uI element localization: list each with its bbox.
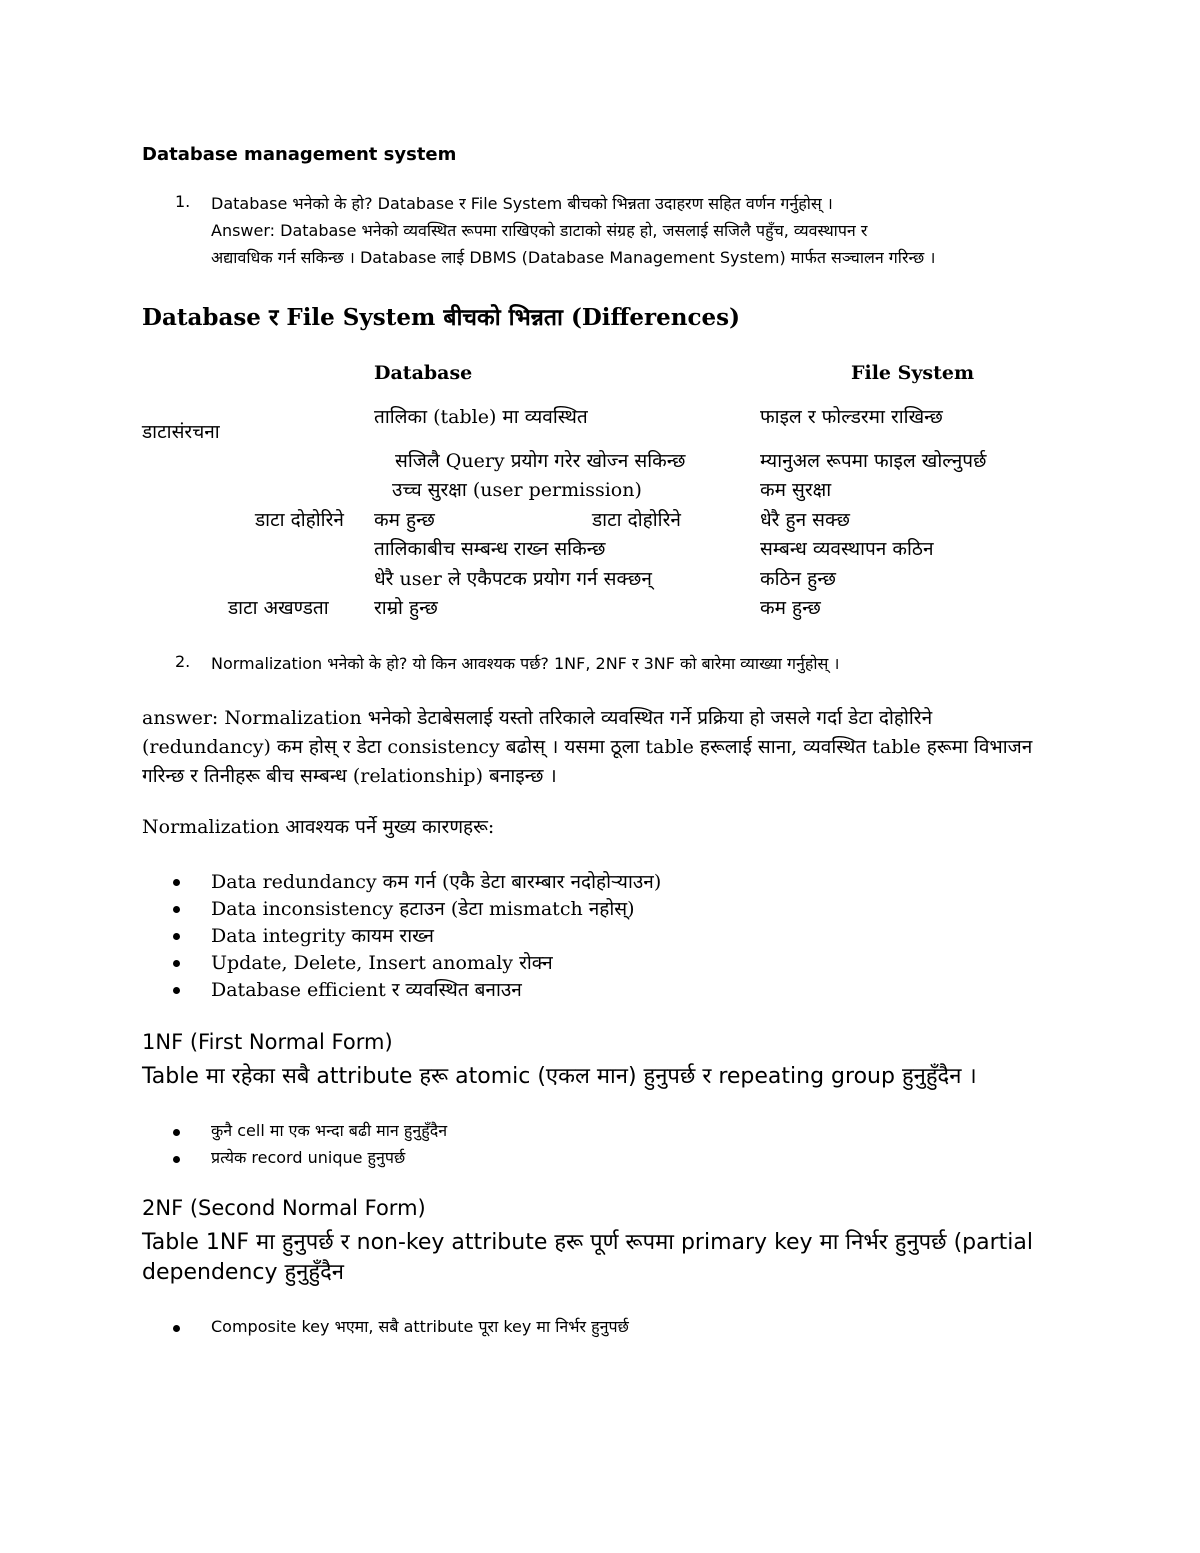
filesystem-cell: सम्बन्ध व्यवस्थापन कठिन — [760, 538, 934, 560]
filesystem-cell: कठिन हुन्छ — [760, 568, 836, 590]
filesystem-cell: म्यानुअल रूपमा फाइल खोल्नुपर्छ — [760, 450, 987, 472]
question-2-number: 2. — [175, 652, 191, 671]
database-cell: कम हुन्छ — [374, 509, 435, 531]
reason-item: Data integrity कायम राख्न — [211, 925, 434, 947]
nf2-bullet: Composite key भएमा, सबै attribute पूरा key मा निर्भर हुनुपर्छ — [211, 1317, 629, 1336]
bullet-dot — [173, 933, 180, 940]
nf2-description-line-1: Table 1NF मा हुनुपर्छ र non-key attribute हरू पूर्ण रूपमा primary key मा निर्भर हुनुपर्छ (partial — [142, 1230, 1033, 1255]
reason-item: Data redundancy कम गर्न (एकै डेटा बारम्बार नदोहोऱ्याउन) — [211, 871, 662, 893]
nf2-title: 2NF (Second Normal Form) — [142, 1196, 426, 1220]
row-label: डाटा अखण्डता — [228, 597, 329, 619]
bullet-dot — [173, 1156, 180, 1163]
question-1-number: 1. — [175, 192, 191, 211]
nf2-description-line-2: dependency हुनुहुँदैन — [142, 1260, 344, 1285]
bullet-dot — [173, 1325, 180, 1332]
column-header-database: Database — [374, 362, 473, 384]
answer-1-line-1: Answer: Database भनेको व्यवस्थित रूपमा राखिएको डाटाको संग्रह हो, जसलाई सजिलै पहुँच, व्यवस्थापन र — [211, 221, 868, 240]
question-1-text: Database भनेको के हो? Database र File System बीचको भिन्नता उदाहरण सहित वर्णन गर्नुहोस् । — [211, 194, 833, 213]
row-label: डाटा दोहोरिने — [255, 509, 344, 531]
differences-heading: Database र File System बीचको भिन्नता (Differences) — [142, 304, 740, 331]
nf1-bullet: कुनै cell मा एक भन्दा बढी मान हुनुहुँदैन — [211, 1121, 448, 1140]
filesystem-cell: धेरै हुन सक्छ — [760, 509, 850, 531]
row-label-duplicate: डाटा दोहोरिने — [592, 509, 681, 531]
filesystem-cell: कम सुरक्षा — [760, 479, 832, 501]
reasons-heading: Normalization आवश्यक पर्ने मुख्य कारणहरू: — [142, 816, 495, 838]
nf1-title: 1NF (First Normal Form) — [142, 1030, 393, 1054]
filesystem-cell: कम हुन्छ — [760, 597, 821, 619]
database-cell: तालिकाबीच सम्बन्ध राख्न सकिन्छ — [374, 538, 606, 560]
reason-item: Update, Delete, Insert anomaly रोक्न — [211, 952, 553, 974]
row-label: डाटासंरचना — [142, 421, 220, 443]
database-cell: सजिलै Query प्रयोग गरेर खोज्न सकिन्छ — [395, 450, 686, 472]
database-cell: धेरै user ले एकैपटक प्रयोग गर्न सक्छन् — [374, 568, 652, 590]
reason-item: Database efficient र व्यवस्थित बनाउन — [211, 979, 522, 1001]
answer-2-paragraph: answer: Normalization भनेको डेटाबेसलाई यस्तो तरिकाले व्यवस्थित गर्ने प्रक्रिया हो जसले गर्दा डेटा दोहोरिने (redundancy) कम होस् र डेटा consistency बढोस् । यसमा ठूला table हरूलाई साना, व्यवस्थित table हरूमा विभाजन गरिन्छ र तिनीहरू बीच सम्बन्ध (relationship) बनाइन्छ । — [142, 707, 1033, 787]
nf1-bullet: प्रत्येक record unique हुनुपर्छ — [211, 1148, 406, 1167]
column-header-filesystem: File System — [851, 362, 975, 384]
bullet-dot — [173, 906, 180, 913]
document-title: Database management system — [142, 144, 457, 165]
nf1-description: Table मा रहेका सबै attribute हरू atomic (एकल मान) हुनुपर्छ र repeating group हुनुहुँदैन । — [142, 1064, 977, 1089]
question-2-text: Normalization भनेको के हो? यो किन आवश्यक पर्छ? 1NF, 2NF र 3NF को बारेमा व्याख्या गर्नुहोस् । — [211, 654, 840, 673]
bullet-dot — [173, 879, 180, 886]
database-cell: उच्च सुरक्षा (user permission) — [392, 479, 642, 501]
reason-item: Data inconsistency हटाउन (डेटा mismatch नहोस्) — [211, 898, 635, 920]
answer-1-line-2: अद्यावधिक गर्न सकिन्छ । Database लाई DBMS (Database Management System) मार्फत सञ्चालन गरिन्छ । — [211, 248, 936, 267]
bullet-dot — [173, 987, 180, 994]
bullet-dot — [173, 960, 180, 967]
database-cell: तालिका (table) मा व्यवस्थित — [374, 406, 588, 428]
database-cell: राम्रो हुन्छ — [374, 597, 438, 619]
filesystem-cell: फाइल र फोल्डरमा राखिन्छ — [760, 406, 943, 428]
bullet-dot — [173, 1129, 180, 1136]
